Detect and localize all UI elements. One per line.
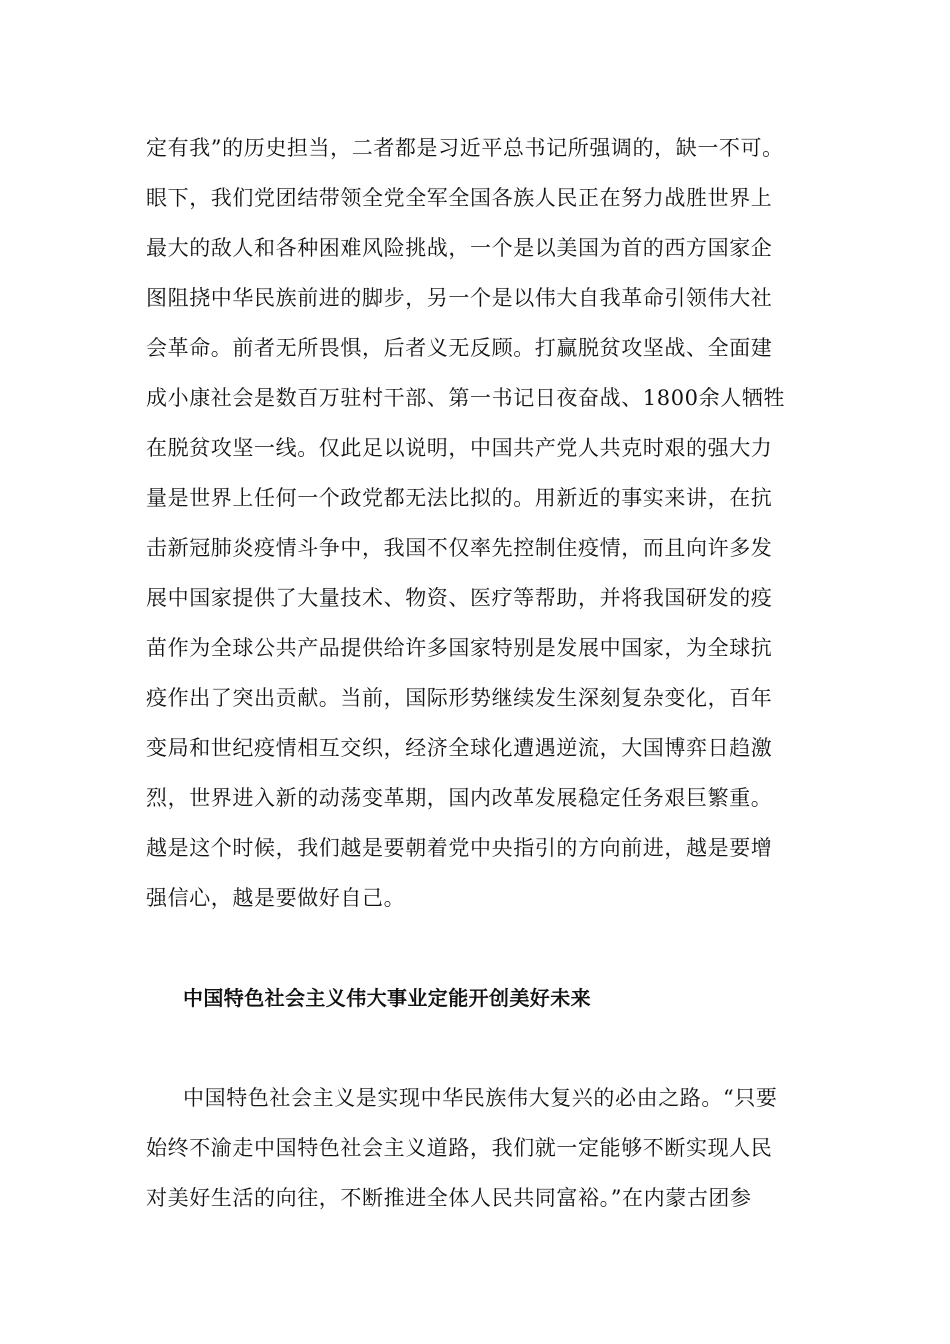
- body-text-line: 图阻挠中华民族前进的脚步，另一个是以伟大自我革命引领伟大社: [146, 286, 773, 310]
- body-text-line: 展中国家提供了大量技术、物资、医疗等帮助，并将我国研发的疫: [146, 586, 773, 610]
- body-text-line: 量是世界上任何一个政党都无法比拟的。用新近的事实来讲，在抗: [146, 486, 773, 510]
- body-text-line: 会革命。前者无所畏惧，后者义无反顾。打赢脱贫攻坚战、全面建: [146, 336, 773, 360]
- section-heading: 中国特色社会主义伟大事业定能开创美好未来: [183, 986, 591, 1010]
- body-text-line: 中国特色社会主义是实现中华民族伟大复兴的必由之路。“只要: [183, 1086, 778, 1110]
- body-text-line: 始终不渝走中国特色社会主义道路，我们就一定能够不断实现人民: [146, 1136, 773, 1160]
- body-text-line: 最大的敌人和各种困难风险挑战，一个是以美国为首的西方国家企: [146, 236, 773, 260]
- body-text-line: 在脱贫攻坚一线。仅此足以说明，中国共产党人共克时艰的强大力: [146, 436, 773, 460]
- body-text-line: 疫作出了突出贡献。当前，国际形势继续发生深刻复杂变化，百年: [146, 686, 773, 710]
- body-text-line: 烈，世界进入新的动荡变革期，国内改革发展稳定任务艰巨繁重。: [146, 786, 773, 810]
- body-text-line: 成小康社会是数百万驻村干部、第一书记日夜奋战、1800余人牺牲: [146, 386, 786, 410]
- body-text-line: 眼下，我们党团结带领全党全军全国各族人民正在努力战胜世界上: [146, 186, 773, 210]
- body-text-line: 强信心，越是要做好自己。: [146, 886, 406, 910]
- body-text-line: 变局和世纪疫情相互交织，经济全球化遭遇逆流，大国博弈日趋激: [146, 736, 773, 760]
- body-text-line: 苗作为全球公共产品提供给许多国家特别是发展中国家，为全球抗: [146, 636, 773, 660]
- body-text-line: 越是这个时候，我们越是要朝着党中央指引的方向前进，越是要增: [146, 836, 773, 860]
- body-text-line: 对美好生活的向往，不断推进全体人民共同富裕。”在内蒙古团参: [146, 1186, 752, 1210]
- body-text-line: 击新冠肺炎疫情斗争中，我国不仅率先控制住疫情，而且向许多发: [146, 536, 773, 560]
- body-text-line: 定有我”的历史担当，二者都是习近平总书记所强调的，缺一不可。: [146, 136, 784, 160]
